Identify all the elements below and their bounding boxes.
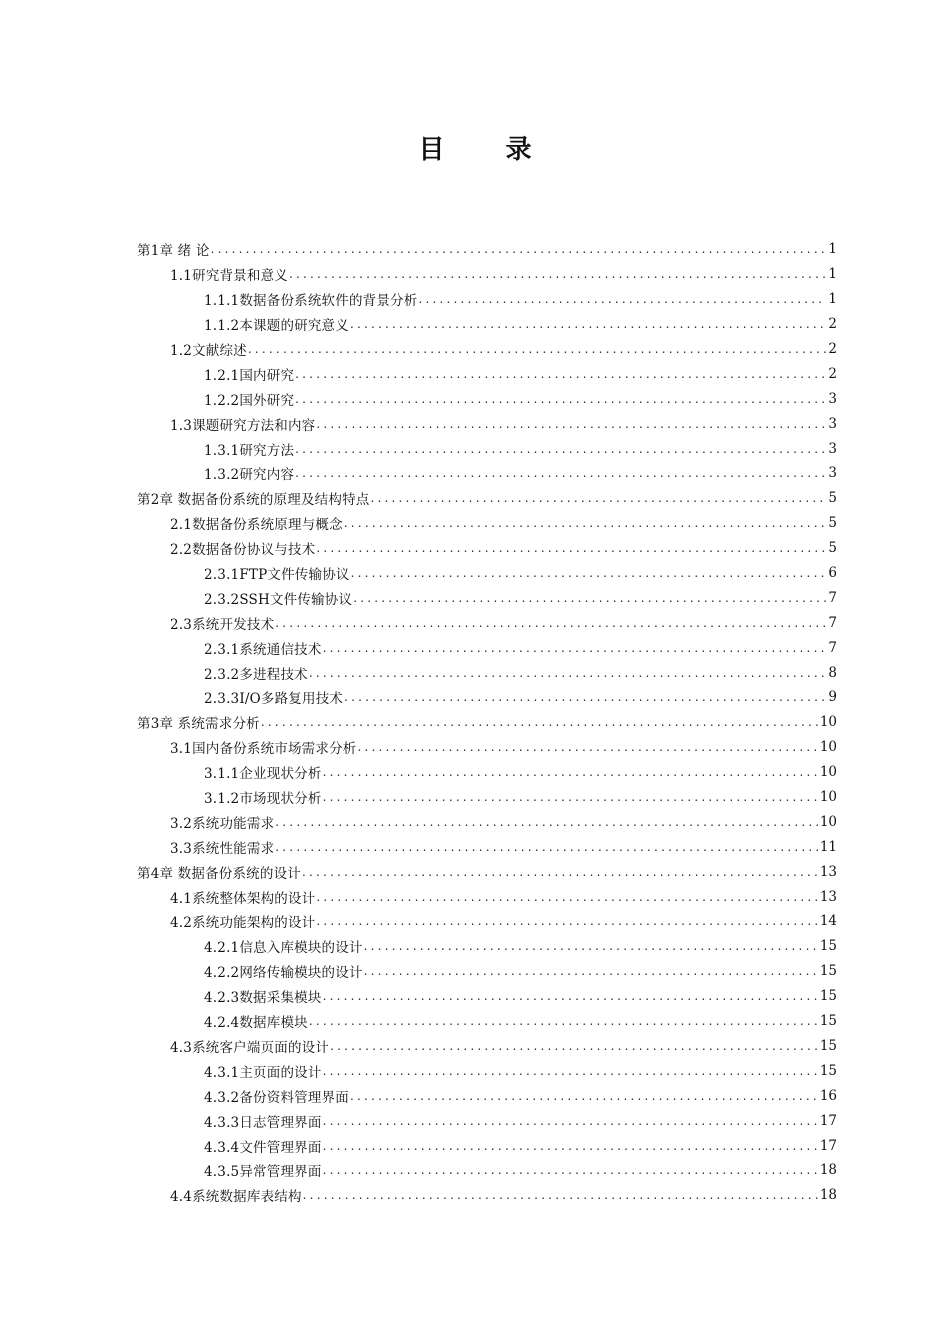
- toc-chapter-entry[interactable]: [137, 859, 837, 884]
- toc-entry-label: 2.3.1系统通信技术: [204, 641, 322, 658]
- toc-dot-leader: [418, 292, 826, 306]
- toc-entry-label: 4.2.4数据库模块: [204, 1015, 308, 1032]
- toc-subsection-entry[interactable]: [137, 760, 837, 785]
- toc-entry-label: 4.3.3日志管理界面: [204, 1114, 322, 1131]
- toc-subsection-entry[interactable]: [137, 436, 837, 461]
- toc-subsection-entry[interactable]: [137, 287, 837, 312]
- toc-dot-leader: [248, 342, 827, 356]
- toc-subsection-entry[interactable]: [137, 461, 837, 486]
- toc-dot-leader: [309, 666, 827, 680]
- toc-entry-label: 2.3.2多进程技术: [204, 666, 308, 683]
- toc-entry-label: 1.3课题研究方法和内容: [170, 417, 316, 434]
- toc-page-number: 13: [819, 863, 837, 880]
- toc-chapter-entry[interactable]: [137, 486, 837, 511]
- toc-page-number: 3: [828, 390, 837, 407]
- toc-subsection-entry[interactable]: [137, 934, 837, 959]
- toc-page-number: 10: [819, 764, 837, 781]
- toc-dot-leader: [275, 616, 826, 630]
- toc-page-number: 5: [828, 540, 837, 557]
- toc-dot-leader: [295, 442, 826, 456]
- toc-page-number: 3: [828, 415, 837, 432]
- toc-section-entry[interactable]: [137, 909, 837, 934]
- toc-dot-leader: [323, 1139, 818, 1153]
- toc-subsection-entry[interactable]: [137, 312, 837, 337]
- toc-entry-label: 4.3.1主页面的设计: [204, 1064, 322, 1081]
- toc-entry-label: 4.3.4文件管理界面: [204, 1139, 322, 1156]
- toc-entry-label: 第3章 系统需求分析: [137, 716, 260, 733]
- toc-section-entry[interactable]: [137, 809, 837, 834]
- toc-entry-label: 1.3.1研究方法: [204, 442, 295, 459]
- toc-subsection-entry[interactable]: [137, 1058, 837, 1083]
- toc-page-number: 11: [819, 838, 837, 855]
- toc-page-number: 18: [819, 1162, 837, 1179]
- toc-page-number: 1: [828, 291, 837, 308]
- toc-page-number: 15: [819, 1062, 837, 1079]
- toc-entry-label: 4.3.2备份资料管理界面: [204, 1089, 349, 1106]
- toc-chapter-entry[interactable]: [137, 237, 837, 262]
- toc-page-number: 17: [819, 1112, 837, 1129]
- toc-entry-label: 3.1.2市场现状分析: [204, 791, 322, 808]
- toc-subsection-entry[interactable]: [137, 386, 837, 411]
- toc-page-number: 3: [828, 440, 837, 457]
- toc-dot-leader: [275, 815, 818, 829]
- toc-dot-leader: [364, 939, 818, 953]
- toc-dot-leader: [370, 491, 826, 505]
- toc-dot-leader: [344, 690, 826, 704]
- toc-section-entry[interactable]: [137, 1034, 837, 1059]
- toc-page-number: 1: [828, 266, 837, 283]
- toc-page-number: 5: [828, 515, 837, 532]
- toc-entry-label: 4.3.5异常管理界面: [204, 1164, 322, 1181]
- toc-page-number: 2: [828, 316, 837, 333]
- page-title: 目 录: [418, 135, 558, 165]
- toc-dot-leader: [323, 641, 827, 655]
- toc-page-number: 13: [819, 888, 837, 905]
- toc-entry-label: 4.2系统功能架构的设计: [170, 915, 316, 932]
- toc-page-number: 15: [819, 1013, 837, 1030]
- toc-dot-leader: [350, 317, 826, 331]
- toc-entry-label: 3.3系统性能需求: [170, 840, 275, 857]
- toc-page-number: 10: [819, 739, 837, 756]
- toc-entry-label: 第1章 绪 论: [137, 243, 210, 260]
- toc-entry-label: 1.2文献综述: [170, 343, 247, 359]
- toc-dot-leader: [316, 890, 817, 904]
- toc-subsection-entry[interactable]: [137, 1108, 837, 1133]
- toc-dot-leader: [316, 914, 817, 928]
- toc-page-number: 3: [828, 465, 837, 482]
- toc-subsection-entry[interactable]: [137, 959, 837, 984]
- toc-entry-label: 2.3.2SSH文件传输协议: [204, 591, 353, 608]
- toc-subsection-entry[interactable]: [137, 1083, 837, 1108]
- toc-dot-leader: [323, 989, 818, 1003]
- toc-subsection-entry[interactable]: [137, 1009, 837, 1034]
- toc-dot-leader: [295, 367, 826, 381]
- toc-page-number: 2: [828, 341, 837, 357]
- toc-subsection-entry[interactable]: [137, 685, 837, 710]
- toc-page-number: 14: [819, 913, 837, 930]
- toc-entry-label: 2.3系统开发技术: [170, 616, 275, 633]
- toc-dot-leader: [344, 516, 827, 530]
- toc-dot-leader: [316, 541, 826, 555]
- toc-dot-leader: [364, 964, 818, 978]
- toc-page-number: 9: [828, 689, 837, 706]
- toc-subsection-entry[interactable]: [137, 361, 837, 386]
- toc-subsection-entry[interactable]: [137, 1158, 837, 1183]
- toc-entry-label: 4.2.3数据采集模块: [204, 990, 322, 1007]
- toc-section-entry[interactable]: [137, 411, 837, 436]
- toc-chapter-entry[interactable]: [137, 710, 837, 735]
- toc-page-number: 16: [819, 1087, 837, 1104]
- toc-page-number: 6: [828, 565, 837, 582]
- toc-dot-leader: [330, 1039, 818, 1053]
- toc-dot-leader: [353, 591, 826, 605]
- toc-page-number: 17: [819, 1137, 837, 1154]
- toc-page-number: 18: [819, 1187, 837, 1204]
- toc-subsection-entry[interactable]: [137, 785, 837, 810]
- toc-section-entry[interactable]: [137, 735, 837, 760]
- toc-dot-leader: [211, 242, 827, 256]
- toc-subsection-entry[interactable]: [137, 561, 837, 586]
- toc-dot-leader: [350, 1089, 818, 1103]
- toc-page-number: 15: [819, 963, 837, 980]
- toc-subsection-entry[interactable]: [137, 635, 837, 660]
- toc-entry-label: 2.3.1FTP文件传输协议: [204, 567, 350, 584]
- toc-section-entry[interactable]: [137, 610, 837, 635]
- toc-dot-leader: [295, 392, 826, 406]
- toc-entry-label: 第4章 数据备份系统的设计: [137, 865, 301, 882]
- toc-page-number: 15: [819, 938, 837, 955]
- toc-dot-leader: [357, 740, 817, 754]
- toc-section-entry[interactable]: [137, 262, 837, 287]
- toc-dot-leader: [275, 840, 818, 854]
- toc-dot-leader: [261, 715, 818, 729]
- toc-entry-label: 3.1国内备份系统市场需求分析: [170, 741, 357, 758]
- toc-entry-label: 第2章 数据备份系统的原理及结构特点: [137, 492, 370, 509]
- toc-dot-leader: [323, 1114, 818, 1128]
- toc-page-number: 10: [819, 813, 837, 830]
- toc-section-entry[interactable]: [137, 536, 837, 561]
- toc-entry-label: 4.2.1信息入库模块的设计: [204, 940, 363, 957]
- toc-entry-label: 4.4系统数据库表结构: [170, 1189, 302, 1206]
- toc-entry-label: 1.3.2研究内容: [204, 467, 295, 484]
- toc-page-number: 2: [828, 365, 837, 382]
- toc-entry-label: 3.1.1企业现状分析: [204, 766, 322, 783]
- toc-section-entry[interactable]: [137, 511, 837, 536]
- toc-subsection-entry[interactable]: [137, 984, 837, 1009]
- toc-entry-label: 4.2.2网络传输模块的设计: [204, 965, 363, 982]
- toc-dot-leader: [323, 1064, 818, 1078]
- toc-page-number: 10: [819, 789, 837, 806]
- toc-dot-leader: [302, 865, 818, 879]
- toc-dot-leader: [323, 765, 818, 779]
- toc-page-number: 15: [819, 988, 837, 1005]
- toc-page-number: 7: [828, 614, 837, 631]
- toc-page-number: 10: [819, 714, 837, 731]
- toc-dot-leader: [295, 466, 826, 480]
- toc-entry-label: 1.1.2本课题的研究意义: [204, 318, 349, 335]
- toc-entry-label: 2.3.3I/O多路复用技术: [204, 691, 344, 708]
- toc-section-entry[interactable]: [137, 884, 837, 909]
- toc-section-entry[interactable]: [137, 1183, 837, 1208]
- toc-entry-label: 3.2系统功能需求: [170, 815, 275, 832]
- toc-entry-label: 4.1系统整体架构的设计: [170, 890, 316, 907]
- toc-section-entry[interactable]: [137, 337, 837, 362]
- toc-subsection-entry[interactable]: [137, 585, 837, 610]
- table-of-contents: [137, 237, 837, 1208]
- toc-dot-leader: [316, 417, 826, 431]
- toc-dot-leader: [309, 1014, 818, 1028]
- toc-entry-label: 2.1数据备份系统原理与概念: [170, 517, 343, 534]
- toc-subsection-entry[interactable]: [137, 1133, 837, 1158]
- toc-entry-label: 4.3系统客户端页面的设计: [170, 1039, 330, 1056]
- toc-page-number: 8: [828, 664, 837, 681]
- toc-dot-leader: [323, 790, 818, 804]
- toc-page-number: 7: [828, 589, 837, 606]
- toc-entry-label: 1.2.2国外研究: [204, 392, 295, 409]
- toc-subsection-entry[interactable]: [137, 660, 837, 685]
- toc-dot-leader: [351, 566, 827, 580]
- toc-entry-label: 2.2数据备份协议与技术: [170, 542, 316, 559]
- toc-page-number: 1: [828, 241, 837, 258]
- toc-entry-label: 1.2.1国内研究: [204, 367, 295, 384]
- toc-entry-label: 1.1研究背景和意义: [170, 268, 288, 285]
- toc-dot-leader: [303, 1188, 818, 1202]
- toc-entry-label: 1.1.1数据备份系统软件的背景分析: [204, 293, 418, 310]
- toc-dot-leader: [289, 267, 826, 281]
- toc-page-number: 5: [828, 490, 837, 507]
- toc-page-number: 7: [828, 639, 837, 656]
- toc-page-number: 15: [819, 1037, 837, 1054]
- toc-section-entry[interactable]: [137, 834, 837, 859]
- toc-dot-leader: [323, 1163, 818, 1177]
